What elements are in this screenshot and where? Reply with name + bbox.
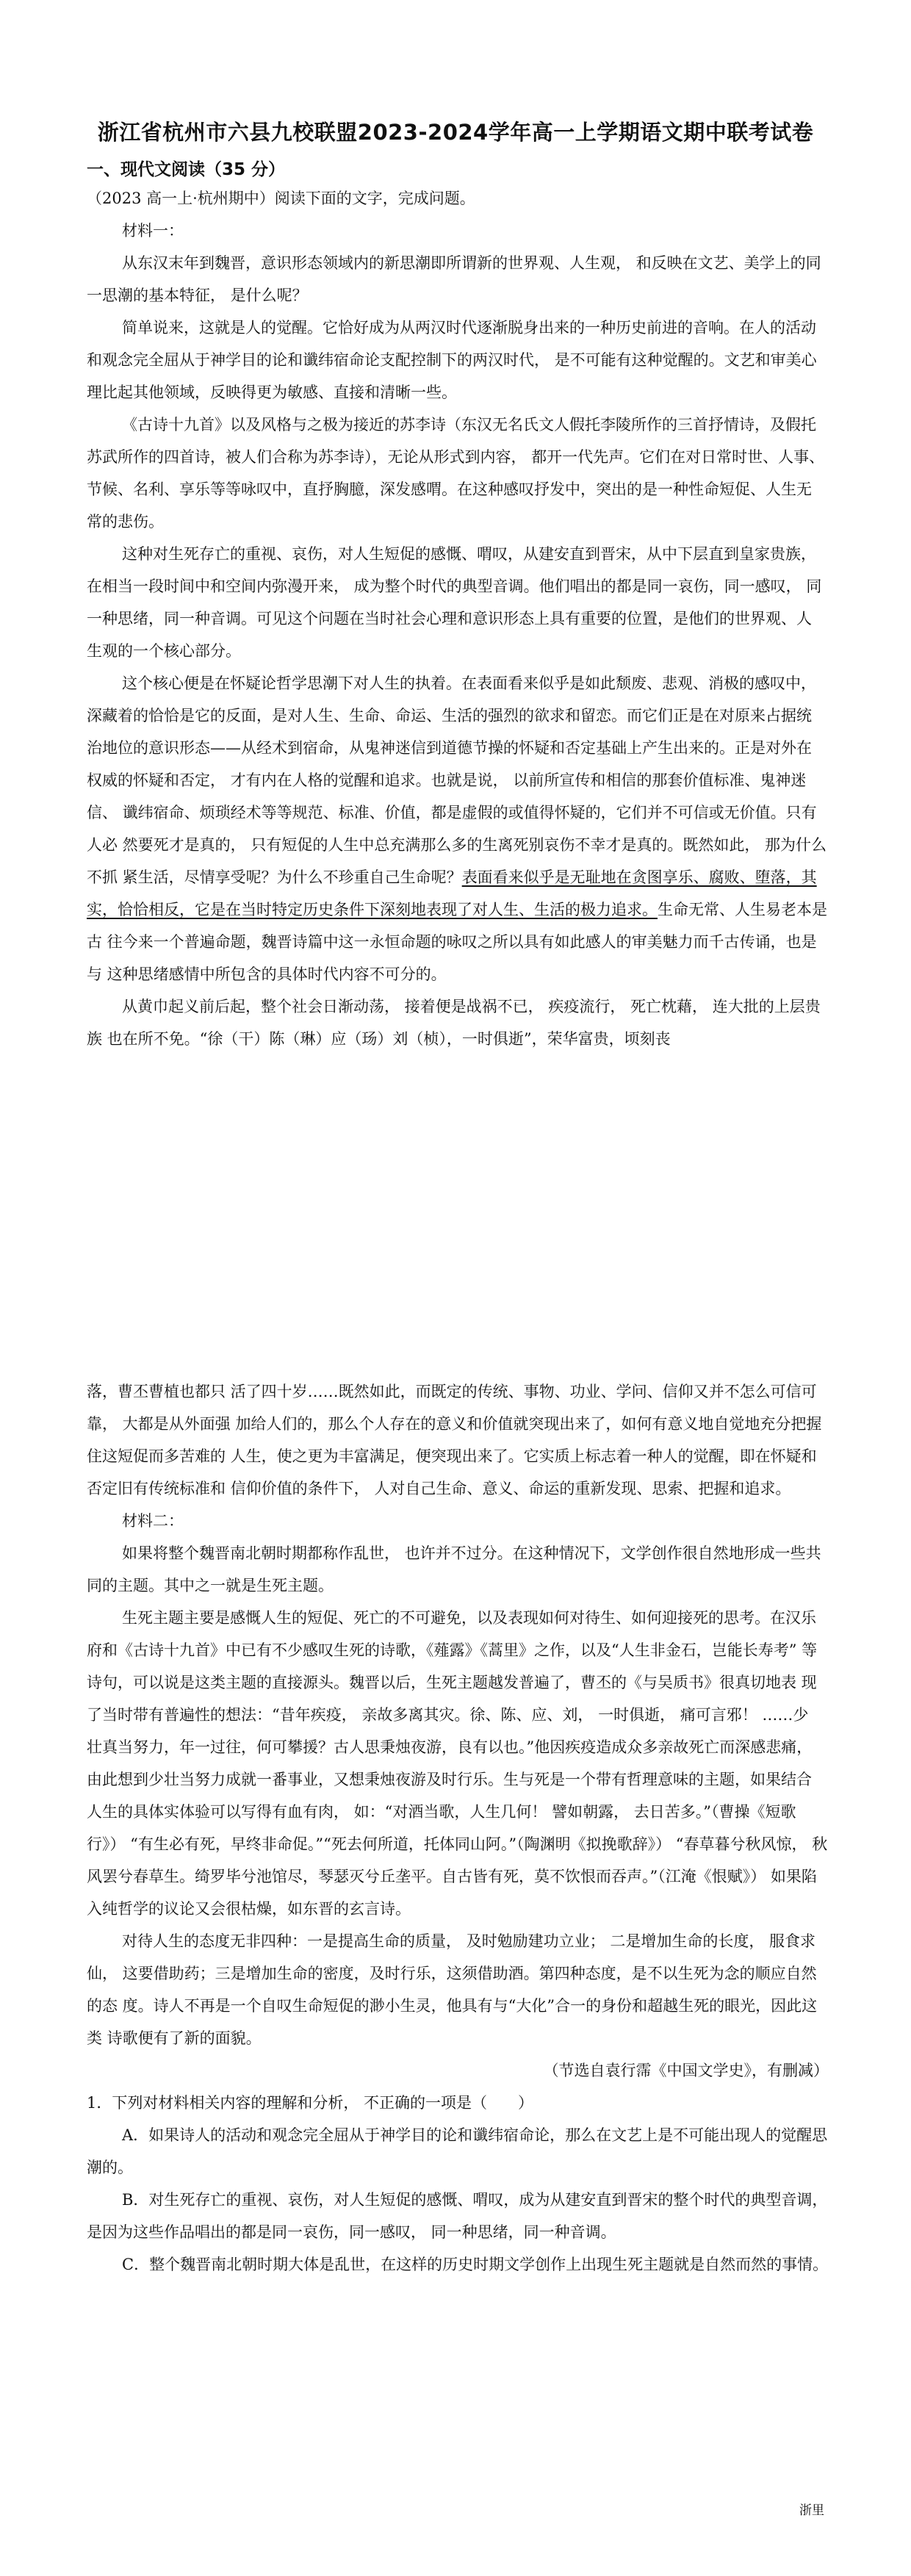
exam-title: 浙江省杭州市六县九校联盟2023-2024学年高一上学期语文期中联考试卷 <box>97 120 814 145</box>
material-two-label: 材料二： <box>122 1512 184 1530</box>
question-1-stem: 1．下列对材料相关内容的理解和分析， 不正确的一项是（ ） <box>87 2094 534 2112</box>
material-one-block <box>87 182 829 1055</box>
question-1-option-b: B．对生死存亡的重视、哀伤，对人生短促的感慨、喟叹，成为从建安直到晋宋的整个时代的典型音调， 是因为这些作品唱出的都是同一哀伤，同一感叹， 同一种思绪，同一种音调。 <box>87 2191 828 2241</box>
intro-line: （2023 高一上·杭州期中）阅读下面的文字，完成问题。 <box>87 190 475 207</box>
m2-paragraph-1: 如果将整个魏晋南北朝时期都称作乱世， 也许并不过分。在这种情况下，文学创作很自然地形成一些共同的主题。其中之一就是生死主题。 <box>87 1544 821 1594</box>
question-1-option-c: C．整个魏晋南北朝时期大体是乱世，在这样的历史时期文学创作上出现生死主题就是自然而然的事情。 <box>122 2256 829 2273</box>
m1-paragraph-6: 从黄巾起义前后起，整个社会日渐动荡， 接着便是战祸不已， 疾疫流行， 死亡枕藉， 连大批的上层贵族 也在所不免。“徐（干）陈（琳）应（玚）刘（桢），一时俱逝”，荣华富贵，顷刻丧 <box>87 998 821 1048</box>
question-1-option-a: A．如果诗人的活动和观念完全屈从于神学目的论和谶纬宿命论，那么在文艺上是不可能出现人的觉醒思潮的。 <box>87 2126 828 2176</box>
lower-block <box>87 1375 829 2281</box>
m1-paragraph-1: 从东汉末年到魏晋，意识形态领域内的新思潮即所谓新的世界观、人生观， 和反映在文艺、美学上的同 一思潮的基本特征， 是什么呢？ <box>87 254 821 304</box>
m2-paragraph-3: 对待人生的态度无非四种：一是提高生命的质量， 及时勉励建功立业； 二是增加生命的长度， 服食求仙， 这要借助药；三是增加生命的密度，及时行乐，这须借助酒。第四种态度，是不以生死为念的顺应自然的态 度。诗人不再是一个自叹生命短促的渺小生灵，他具有与“大化”合一的身份和超越生死的眼光，因此这类 诗歌便有了新的面貌。 <box>87 1932 818 2047</box>
m2-paragraph-2: 生死主题主要是感慨人生的短促、死亡的不可避免，以及表现如何对待生、如何迎接死的思考。在汉乐 府和《古诗十九首》中已有不少感叹生死的诗歌，《薤露》《蒿里》之作，以及“人生非金石，岂能长寿考” 等诗句，可以说是这类主题的直接源头。魏晋以后，生死主题越发普遍了，曹丕的《与吴质书》很真切地表 现了当时带有普遍性的想法：“昔年疾疫， 亲故多离其灾。徐、陈、应、刘， 一时俱逝， 痛可言邪！ ……少 壮真当努力，年一过往，何可攀援？古人思秉烛夜游，良有以也。”他因疾疫造成众多亲故死亡而深感悲痛， 由此想到少壮当努力成就一番事业，又想秉烛夜游及时行乐。生与死是一个带有哲理意味的主题，如果结合 人生的具体实体验可以写得有血有肉， 如：“对酒当歌，人生几何！ 譬如朝露， 去日苦多。”（曹操《短歌行》） “有生必有死，早终非命促。”“死去何所道，托体同山阿。”（陶渊明《拟挽歌辞》） “春草暮兮秋风惊， 秋风罢兮春草生。绮罗毕兮池馆尽，琴瑟灭兮丘垄平。自古皆有死，莫不饮恨而吞声。”（江淹《恨赋》） 如果陷入纯哲学的议论又会很枯燥，如东晋的玄言诗。 <box>87 1609 828 1918</box>
material-one-label: 材料一： <box>122 222 184 240</box>
m1-p5-part-a: 这个核心便是在怀疑论哲学思潮下对人生的执着。在表面看来似乎是如此颓废、悲观、消极的感叹中， 深藏着的恰恰是它的反面，是对人生、生命、命运、生活的强烈的欲求和留恋。而它们正是在对原来占据统 治地位的意识形态——从经术到宿命，从鬼神迷信到道德节操的怀疑和否定基础上产生出来的。正是对外在 权威的怀疑和否定， 才有内在人格的觉醒和追求。也就是说， 以前所宣传和相信的那套价值标准、鬼神迷信、 谶纬宿命、烦琐经术等等规范、标准、价值，都是虚假的或值得怀疑的，它们并不可信或无价值。只有人必 然要死才是真的， 只有短促的人生中总充满那么多的生离死别哀伤不幸才是真的。既然如此， 那为什么不抓 紧生活，尽情享受呢？为什么不珍重自己生命呢？ <box>87 674 827 886</box>
m1-p5-part-b: 生命无常、人生易老本是古 往今来一个普遍命题，魏晋诗篇中这一永恒命题的咏叹之所以具有如此感人的审美魅力而千古传诵，也是与 这种思绪感情中所包含的具体时代内容不可分的。 <box>87 901 827 983</box>
m1-paragraph-6-continued: 落，曹丕曹植也都只 活了四十岁……既然如此，而既定的传统、事物、功业、学问、信仰又并不怎么可信可靠， 大都是从外面强 加给人们的，那么个人存在的意义和价值就突现出来了，如何有意义地自觉地充分把握住这短促而多苦难的 人生，使之更为丰富满足，便突现出来了。它实质上标志着一种人的觉醒，即在怀疑和否定旧有传统标准和 信仰价值的条件下， 人对自己生命、意义、命运的重新发现、思索、把握和追求。 <box>87 1383 822 1497</box>
m1-paragraph-5 <box>87 667 829 990</box>
section-heading: 一、现代文阅读（35 分） <box>87 160 286 179</box>
footer-mark: 浙里 <box>799 2503 824 2518</box>
source-note: （节选自袁行霈《中国文学史》，有删减） <box>543 2062 829 2079</box>
m1-paragraph-4: 这种对生死存亡的重视、哀伤，对人生短促的感慨、喟叹，从建安直到晋宋，从中下层直到皇家贵族， 在相当一段时间中和空间内弥漫开来， 成为整个时代的典型音调。他们唱出的都是同一哀伤，同一感叹， 同 一种思绪，同一种音调。可见这个问题在当时社会心理和意识形态上具有重要的位置，是他们的世界观、人 生观的一个核心部分。 <box>87 545 822 660</box>
m1-paragraph-2: 简单说来，这就是人的觉醒。它恰好成为从两汉时代逐渐脱身出来的一种历史前进的音响。在人的活动 和观念完全屈从于神学目的论和谶纬宿命论支配控制下的两汉时代， 是不可能有这种觉醒的。文艺和审美心 理比起其他领域，反映得更为敏感、直接和清晰一些。 <box>87 319 817 401</box>
m1-paragraph-3: 《古诗十九首》以及风格与之极为接近的苏李诗（东汉无名氏文人假托李陵所作的三首抒情诗，及假托 苏武所作的四首诗，被人们合称为苏李诗），无论从形式到内容， 都开一代先声。它们在对日常时世、人事、 节候、名利、享乐等等咏叹中，直抒胸臆，深发感喟。在这种感叹抒发中，突出的是一种性命短促、人生无 常的悲伤。 <box>87 416 825 530</box>
underlined-sentence: 表面看来似乎是无耻地在贪图享乐、腐败、堕落，其实，恰恰相反，它是在当时特定历史条件下深刻地表现了对人生、生活的极力追求。 <box>87 868 817 918</box>
